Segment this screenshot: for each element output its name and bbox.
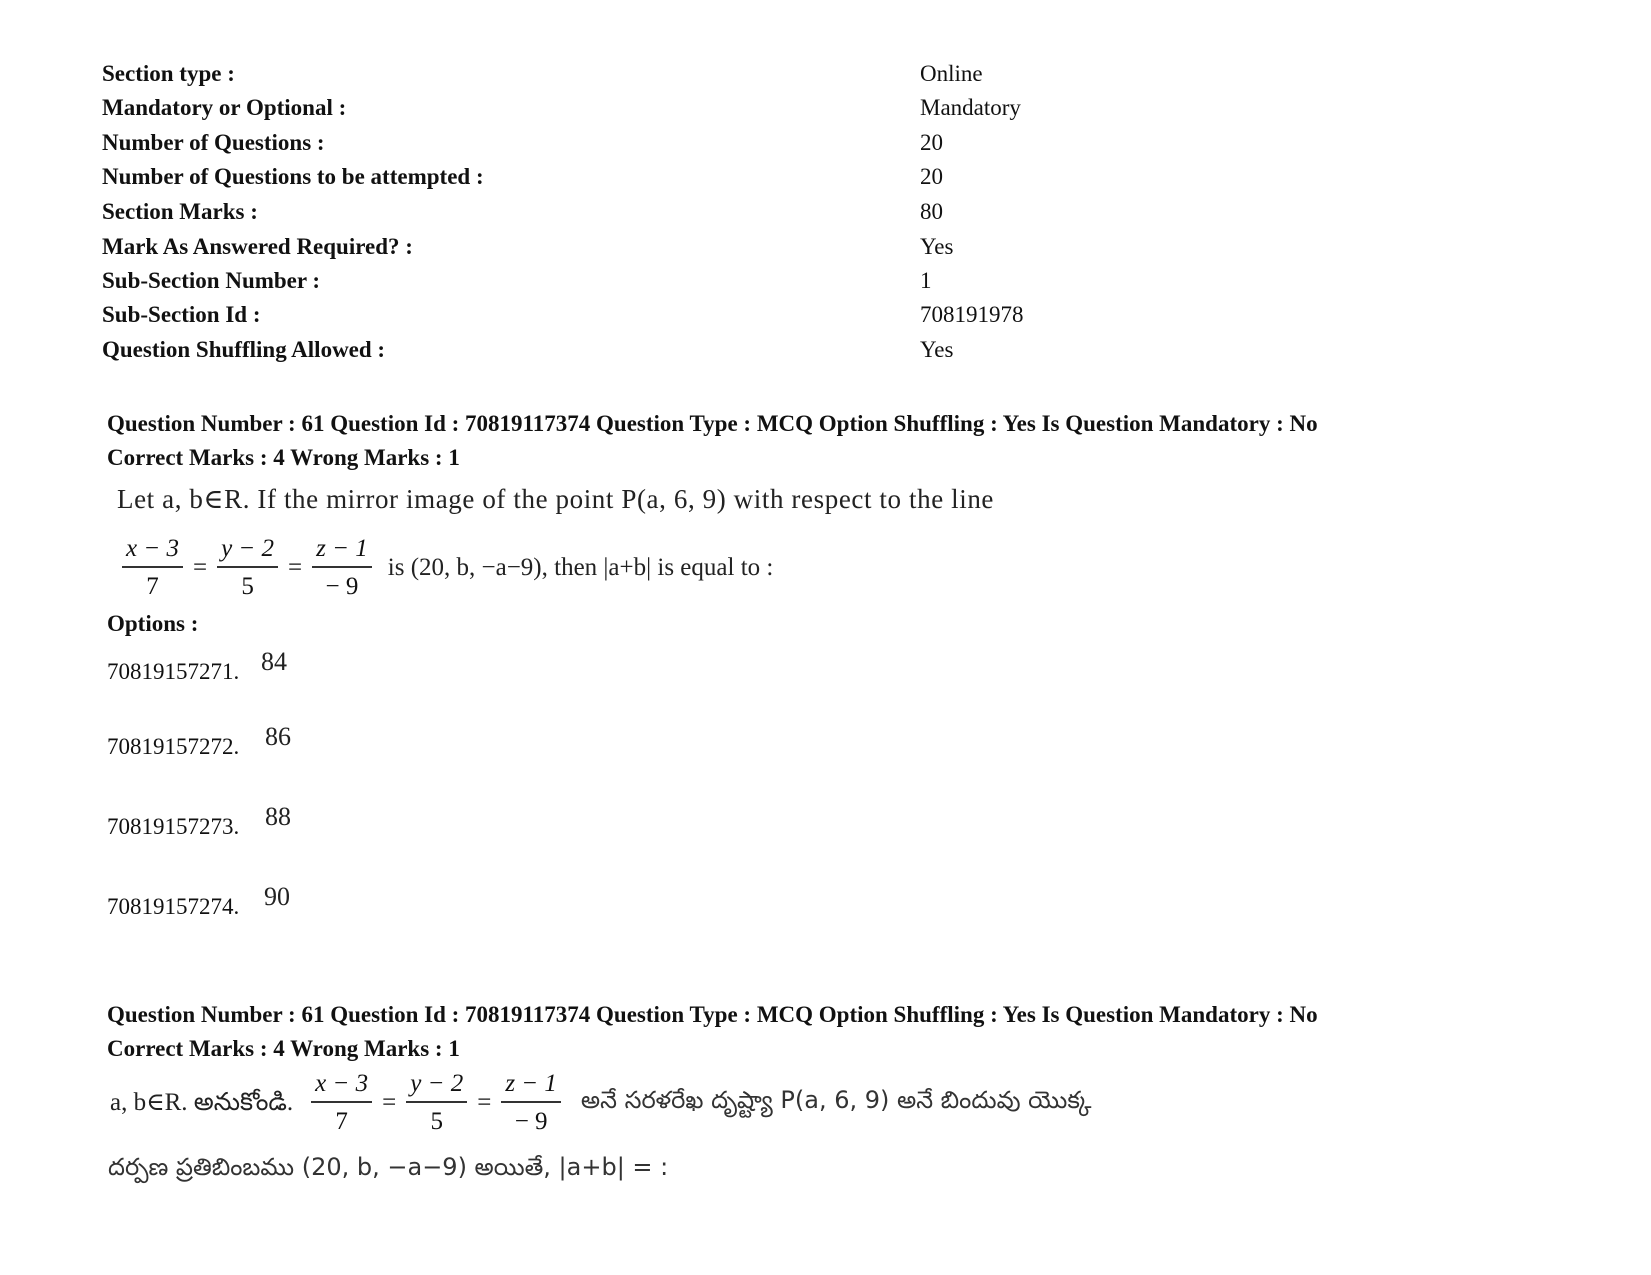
question-marks: Correct Marks : 4 Wrong Marks : 1 — [107, 445, 460, 470]
subsection-id-value: 708191978 — [920, 302, 1024, 327]
section-type-label: Section type : — [102, 61, 235, 86]
fraction-y-denominator: 5 — [241, 573, 254, 600]
telugu-lead-text: a, b∈R. అనుకోండి. — [110, 1089, 294, 1116]
fraction-z-denominator: − 9 — [514, 1108, 548, 1135]
question-header: Question Number : 61 Question Id : 70819117374 Question Type : MCQ Option Shuffling : Yes Is Question Mandatory : No — [107, 411, 1318, 436]
option-id: 70819157273. — [107, 814, 240, 839]
shuffling-value: Yes — [920, 337, 954, 362]
fraction-y — [213, 534, 282, 602]
num-attempt-value: 20 — [920, 164, 943, 189]
equals-sign: = — [477, 1089, 492, 1116]
fraction-z-numerator: z − 1 — [501, 1069, 561, 1103]
question-telugu-line1 — [110, 1069, 1091, 1137]
section-type-value: Online — [920, 61, 983, 86]
fraction-y-numerator: y − 2 — [217, 534, 278, 568]
fraction-z-numerator: z − 1 — [312, 534, 372, 568]
section-marks-label: Section Marks : — [102, 199, 258, 224]
num-questions-label: Number of Questions : — [102, 130, 325, 155]
num-attempt-label: Number of Questions to be attempted : — [102, 164, 484, 189]
fraction-y-numerator: y − 2 — [406, 1069, 467, 1103]
option-id: 70819157272. — [107, 734, 240, 759]
equals-sign: = — [382, 1089, 397, 1116]
option-value[interactable]: 86 — [265, 722, 291, 751]
fraction-z-denominator: − 9 — [325, 573, 359, 600]
section-marks-value: 80 — [920, 199, 943, 224]
option-value[interactable]: 84 — [261, 647, 287, 676]
subsection-number-value: 1 — [920, 268, 932, 293]
telugu-tail-text: అనే సరళరేఖ దృష్ట్యా P(a, 6, 9) అనే బిందువు యొక్క — [580, 1086, 1092, 1114]
equals-sign: = — [192, 554, 208, 581]
question-telugu-line2: దర్పణ ప్రతిబింబము (20, b, −a−9) అయితే, |a+b| = : — [108, 1153, 669, 1181]
fraction-y — [402, 1069, 471, 1137]
mandatory-label: Mandatory or Optional : — [102, 95, 347, 120]
question-text-line2: is (20, b, −a−9), then |a+b| is equal to : — [387, 554, 774, 581]
fraction-x-numerator: x − 3 — [122, 534, 183, 568]
mark-answered-value: Yes — [920, 234, 954, 259]
mandatory-value: Mandatory — [920, 95, 1021, 120]
fraction-x-numerator: x − 3 — [311, 1069, 372, 1103]
question-header: Question Number : 61 Question Id : 70819117374 Question Type : MCQ Option Shuffling : Yes Is Question Mandatory : No — [107, 1002, 1318, 1027]
fraction-z — [308, 534, 376, 602]
question-marks: Correct Marks : 4 Wrong Marks : 1 — [107, 1036, 460, 1061]
fraction-x — [118, 534, 187, 602]
subsection-number-label: Sub-Section Number : — [102, 268, 321, 293]
fraction-y-denominator: 5 — [430, 1108, 443, 1135]
fraction-x-denominator: 7 — [335, 1108, 348, 1135]
option-value[interactable]: 88 — [265, 802, 291, 831]
fraction-z — [497, 1069, 565, 1137]
subsection-id-label: Sub-Section Id : — [102, 302, 261, 327]
question-text-line1: Let a, b∈R. If the mirror image of the point P(a, 6, 9) with respect to the line — [117, 484, 995, 514]
mark-answered-label: Mark As Answered Required? : — [102, 234, 413, 259]
shuffling-label: Question Shuffling Allowed : — [102, 337, 386, 362]
options-label: Options : — [107, 611, 199, 636]
equals-sign: = — [288, 554, 303, 581]
option-value[interactable]: 90 — [264, 882, 290, 911]
option-id: 70819157271. — [107, 659, 240, 684]
num-questions-value: 20 — [920, 130, 943, 155]
option-id: 70819157274. — [107, 894, 240, 919]
fraction-x-denominator: 7 — [146, 573, 159, 600]
question-equation — [118, 534, 773, 602]
fraction-x — [307, 1069, 376, 1137]
